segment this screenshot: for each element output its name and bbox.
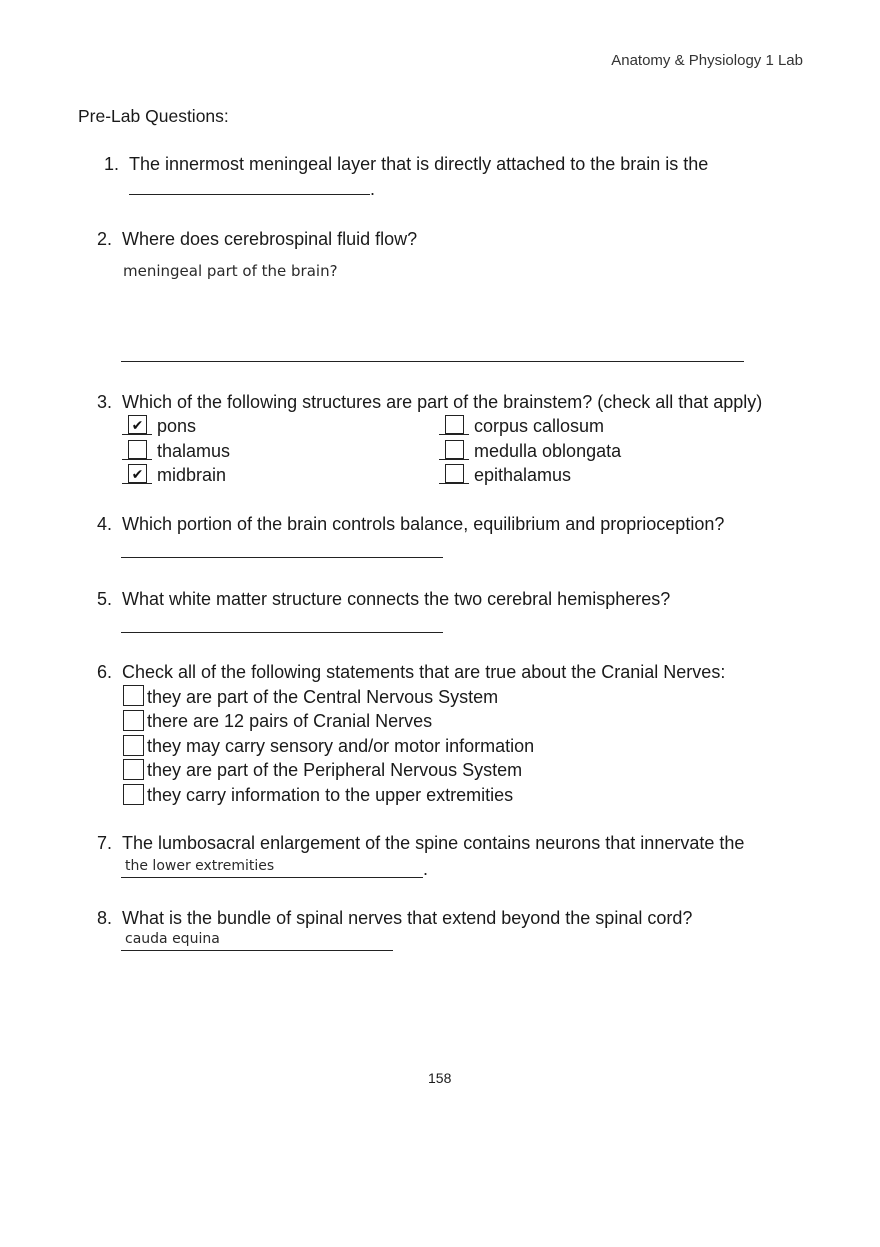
checkbox-midbrain[interactable] xyxy=(128,464,147,483)
answer-blank[interactable] xyxy=(121,950,393,951)
answer-blank[interactable] xyxy=(129,194,370,195)
checkbox-underline xyxy=(122,434,152,435)
answer-blank[interactable] xyxy=(121,877,423,878)
question-number: 5. xyxy=(97,589,113,609)
checkbox-epithalamus[interactable] xyxy=(445,464,464,483)
option-label: corpus callosum xyxy=(474,416,605,436)
answer-text[interactable]: the lower extremities xyxy=(125,858,275,874)
question-text: What is the bundle of spinal nerves that extend beyond the spinal cord? xyxy=(122,908,693,928)
option-label: they may carry sensory and/or motor information xyxy=(147,736,535,756)
section-title: Pre-Lab Questions: xyxy=(78,106,229,126)
answer-blank[interactable] xyxy=(121,557,443,558)
checkbox-thalamus[interactable] xyxy=(128,440,147,459)
question-text: Where does cerebrospinal fluid flow? xyxy=(122,229,418,249)
checkbox-underline xyxy=(439,459,469,460)
question-number: 7. xyxy=(97,833,113,853)
checkbox-underline xyxy=(122,483,152,484)
option-label: midbrain xyxy=(157,465,227,485)
check-mark-icon: ✔ xyxy=(131,465,144,482)
answer-text[interactable]: cauda equina xyxy=(125,931,220,947)
question-number: 6. xyxy=(97,662,113,682)
question-number: 4. xyxy=(97,514,113,534)
blank-period: . xyxy=(423,859,429,879)
option-label: medulla oblongata xyxy=(474,441,622,461)
question-text: Which portion of the brain controls balance, equilibrium and proprioception? xyxy=(122,514,725,534)
checkbox-medulla-oblongata[interactable] xyxy=(445,440,464,459)
option-label: thalamus xyxy=(157,441,231,461)
check-mark-icon: ✔ xyxy=(131,416,144,433)
question-text: Check all of the following statements that are true about the Cranial Nerves: xyxy=(122,662,726,682)
question-text: The innermost meningeal layer that is directly attached to the brain is the xyxy=(129,154,709,174)
checkbox-sensory-motor[interactable] xyxy=(123,735,144,756)
option-label: there are 12 pairs of Cranial Nerves xyxy=(147,711,433,731)
option-label: pons xyxy=(157,416,197,436)
checkbox-pons[interactable] xyxy=(128,415,147,434)
question-number: 3. xyxy=(97,392,113,412)
option-label: they carry information to the upper extremities xyxy=(147,785,514,805)
question-number: 2. xyxy=(97,229,113,249)
question-text: The lumbosacral enlargement of the spine contains neurons that innervate the xyxy=(122,833,745,853)
running-header: Anatomy & Physiology 1 Lab xyxy=(611,52,803,69)
option-label: they are part of the Peripheral Nervous System xyxy=(147,760,523,780)
checkbox-underline xyxy=(122,459,152,460)
option-label: epithalamus xyxy=(474,465,572,485)
checkbox-cns[interactable] xyxy=(123,685,144,706)
option-label: they are part of the Central Nervous System xyxy=(147,687,499,707)
checkbox-underline xyxy=(439,434,469,435)
question-number: 1. xyxy=(104,154,120,174)
checkbox-underline xyxy=(439,483,469,484)
checkbox-corpus-callosum[interactable] xyxy=(445,415,464,434)
answer-blank[interactable] xyxy=(121,632,443,633)
answer-text[interactable]: meningeal part of the brain? xyxy=(123,262,338,280)
checkbox-pns[interactable] xyxy=(123,759,144,780)
question-text: Which of the following structures are part of the brainstem? (check all that apply) xyxy=(122,392,763,412)
checkbox-upper-extremities[interactable] xyxy=(123,784,144,805)
answer-line[interactable] xyxy=(121,361,744,362)
question-number: 8. xyxy=(97,908,113,928)
page-number: 158 xyxy=(428,1070,452,1086)
question-text: What white matter structure connects the two cerebral hemispheres? xyxy=(122,589,671,609)
blank-period: . xyxy=(370,179,376,199)
checkbox-12-pairs[interactable] xyxy=(123,710,144,731)
